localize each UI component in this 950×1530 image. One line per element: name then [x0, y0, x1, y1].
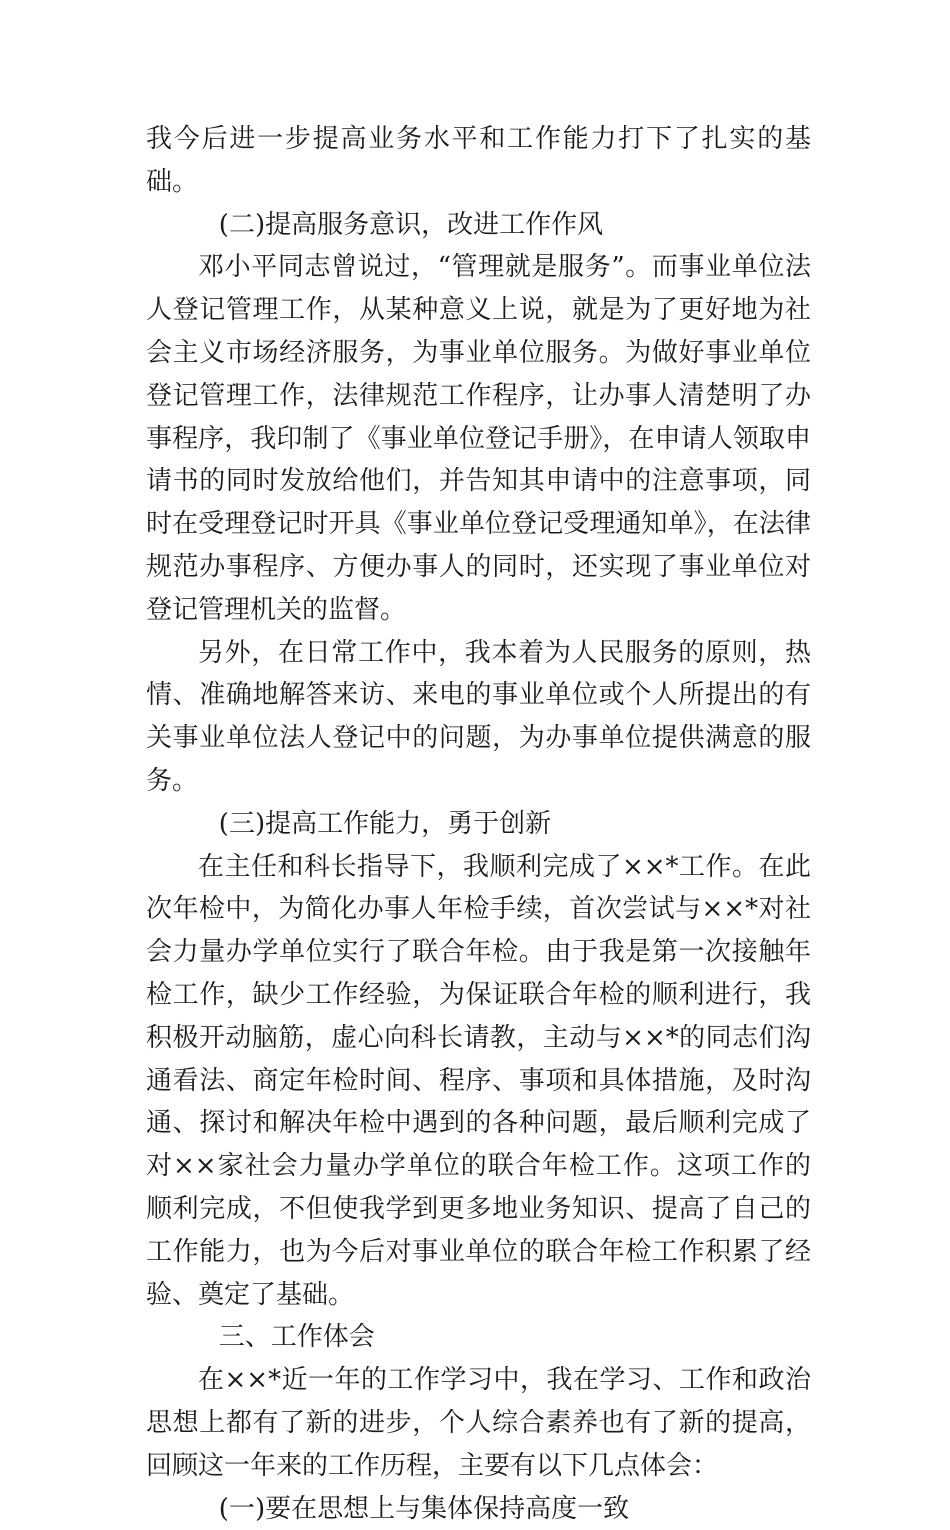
paragraph-daily-work: 另外，在日常工作中，我本着为人民服务的原则，热情、准确地解答来访、来电的事业单位或个人所提出的有关事业单位法人登记中的问题，为办事单位提供满意的服务。	[146, 632, 811, 803]
paragraph-continuation: 我今后进一步提高业务水平和工作能力打下了扎实的基础。	[146, 118, 811, 204]
section-heading-work-experience: 三、工作体会	[146, 1316, 811, 1359]
paragraph-management-is-service: 邓小平同志曾说过，“管理就是服务”。而事业单位法人登记管理工作，从某种意义上说，就是为了更好地为社会主义市场经济服务，为事业单位服务。为做好事业单位登记管理工作，法律规范工作程序，让办事人清楚明了办事程序，我印制了《事业单位登记手册》，在申请人领取申请书的同时发放给他们，并告知其申请中的注意事项，同时在受理登记时开具《事业单位登记受理通知单》，在法律规范办事程序、方便办事人的同时，还实现了事业单位对登记管理机关的监督。	[146, 246, 811, 631]
paragraph-year-review: 在××*近一年的工作学习中，我在学习、工作和政治思想上都有了新的进步，个人综合素养也有了新的提高，回顾这一年来的工作历程，主要有以下几点体会：	[146, 1359, 811, 1487]
section-heading-ideological-consistency: (一)要在思想上与集体保持高度一致	[146, 1488, 811, 1530]
section-heading-work-ability: (三)提高工作能力，勇于创新	[146, 803, 811, 846]
section-heading-service-awareness: (二)提高服务意识，改进工作作风	[146, 204, 811, 247]
body-text	[146, 118, 811, 1530]
paragraph-annual-inspection: 在主任和科长指导下，我顺利完成了××*工作。在此次年检中，为简化办事人年检手续，首次尝试与××*对社会力量办学单位实行了联合年检。由于我是第一次接触年检工作，缺少工作经验，为保证联合年检的顺利进行，我积极开动脑筋，虚心向科长请教，主动与××*的同志们沟通看法、商定年检时间、程序、事项和具体措施，及时沟通、探讨和解决年检中遇到的各种问题，最后顺利完成了对××家社会力量办学单位的联合年检工作。这项工作的顺利完成，不但使我学到更多地业务知识、提高了自己的工作能力，也为今后对事业单位的联合年检工作积累了经验、奠定了基础。	[146, 846, 811, 1317]
